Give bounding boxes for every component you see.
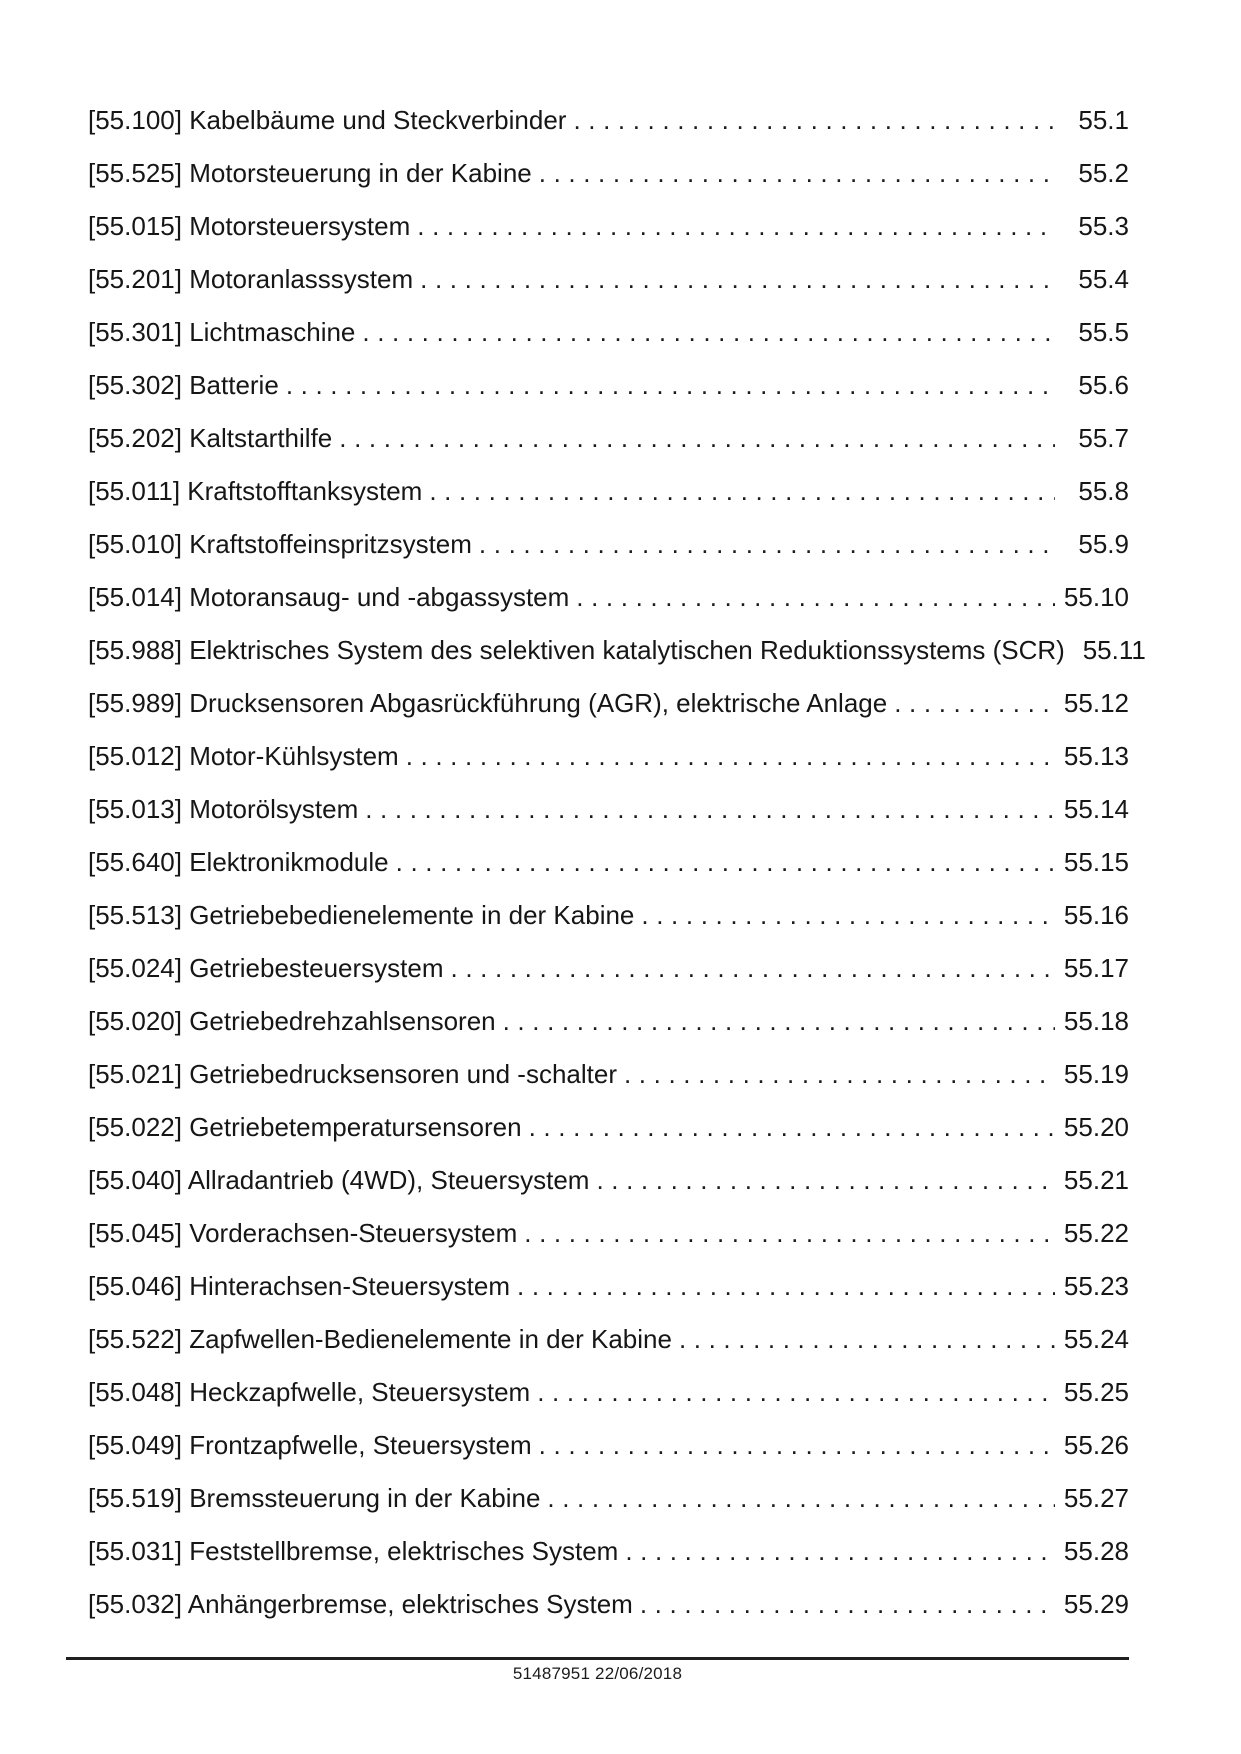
dot-leader [573, 94, 1055, 147]
toc-entry-label: [55.020] Getriebedrehzahlsensoren [88, 1006, 496, 1036]
toc-entry[interactable] [66, 253, 1129, 306]
toc-entry-page-number: 55.22 [1063, 1218, 1129, 1248]
toc-entry-label: [55.011] Kraftstofftanksystem [88, 476, 423, 506]
toc-entry-page-number: 55.5 [1078, 317, 1129, 347]
toc-entry[interactable] [66, 624, 1146, 677]
toc-entry[interactable] [66, 889, 1129, 942]
toc-entry-page-number: 55.13 [1063, 741, 1129, 771]
toc-entry[interactable] [66, 1154, 1129, 1207]
toc-entry-page-number: 55.27 [1063, 1483, 1129, 1513]
toc-entry[interactable] [66, 995, 1129, 1048]
toc-entry-page-number: 55.23 [1063, 1271, 1129, 1301]
footer-divider [66, 1657, 1129, 1660]
dot-leader [596, 1154, 1055, 1207]
toc-entry-page-number: 55.17 [1063, 953, 1129, 983]
toc-entry-page-number: 55.20 [1063, 1112, 1129, 1142]
toc-entry[interactable] [66, 412, 1129, 465]
dot-leader [339, 412, 1055, 465]
toc-entry-page-number: 55.12 [1063, 688, 1129, 718]
toc-entry-page-number: 55.15 [1063, 847, 1129, 877]
toc-entry[interactable] [66, 730, 1129, 783]
toc-entry[interactable] [66, 147, 1129, 200]
toc-entry-label: [55.046] Hinterachsen-Steuersystem [88, 1271, 510, 1301]
toc-entry[interactable] [66, 1578, 1129, 1631]
toc-entry-page-number: 55.6 [1078, 370, 1129, 400]
toc-entry-page-number: 55.1 [1078, 105, 1129, 135]
toc-entry-label: [55.040] Allradantrieb (4WD), Steuersystem [88, 1165, 590, 1195]
toc-entry-label: [55.024] Getriebesteuersystem [88, 953, 444, 983]
toc-entry-page-number: 55.2 [1078, 158, 1129, 188]
toc-entry-label: [55.988] Elektrisches System des selektiven katalytischen Reduktionssystems (SCR) [88, 635, 1065, 665]
dot-leader [624, 1048, 1055, 1101]
dot-leader [625, 1525, 1055, 1578]
dot-leader [503, 995, 1055, 1048]
toc-entry-page-number: 55.26 [1063, 1430, 1129, 1460]
toc-entry[interactable] [66, 942, 1129, 995]
toc-entry-label: [55.013] Motorölsystem [88, 794, 359, 824]
dot-leader [679, 1313, 1055, 1366]
dot-leader [365, 783, 1055, 836]
toc-entry[interactable] [66, 1101, 1129, 1154]
dot-leader [517, 1260, 1055, 1313]
toc-entry-page-number: 55.19 [1063, 1059, 1129, 1089]
toc-entry-label: [55.012] Motor-Kühlsystem [88, 741, 399, 771]
dot-leader [539, 147, 1055, 200]
toc-entry-label: [55.100] Kabelbäume und Steckverbinder [88, 105, 567, 135]
page-footer [66, 1657, 1129, 1685]
toc-entry-page-number: 55.7 [1078, 423, 1129, 453]
toc-entry[interactable] [66, 1366, 1129, 1419]
toc-entry-page-number: 55.18 [1063, 1006, 1129, 1036]
toc-entry-page-number: 55.4 [1078, 264, 1129, 294]
toc-entry[interactable] [66, 306, 1129, 359]
toc-entry-label: [55.522] Zapfwellen-Bedienelemente in der Kabine [88, 1324, 672, 1354]
toc-entry-label: [55.010] Kraftstoffeinspritzsystem [88, 529, 472, 559]
toc-entry-label: [55.525] Motorsteuerung in der Kabine [88, 158, 532, 188]
dot-leader [894, 677, 1055, 730]
toc-entry[interactable] [66, 1525, 1129, 1578]
toc-entry-page-number: 55.16 [1063, 900, 1129, 930]
dot-leader [576, 571, 1055, 624]
toc-entry[interactable] [66, 359, 1129, 412]
toc-entry-label: [55.202] Kaltstarthilfe [88, 423, 333, 453]
dot-leader [524, 1207, 1055, 1260]
dot-leader [641, 889, 1055, 942]
toc-entry[interactable] [66, 94, 1129, 147]
toc-entry-page-number: 55.3 [1078, 211, 1129, 241]
toc-entry[interactable] [66, 1260, 1129, 1313]
toc-entry[interactable] [66, 783, 1129, 836]
toc-entry-page-number: 55.28 [1063, 1536, 1129, 1566]
dot-leader [420, 253, 1055, 306]
toc-entry-label: [55.989] Drucksensoren Abgasrückführung (AGR), elektrische Anlage [88, 688, 888, 718]
toc-entry-label: [55.022] Getriebetemperatursensoren [88, 1112, 522, 1142]
toc-entry-label: [55.045] Vorderachsen-Steuersystem [88, 1218, 518, 1248]
toc-entry[interactable] [66, 465, 1129, 518]
toc-entry[interactable] [66, 1207, 1129, 1260]
toc-entry-label: [55.032] Anhängerbremse, elektrisches System [88, 1589, 633, 1619]
toc-entry-label: [55.015] Motorsteuersystem [88, 211, 411, 241]
dot-leader [539, 1419, 1055, 1472]
toc-entry-label: [55.513] Getriebebedienelemente in der Kabine [88, 900, 635, 930]
toc-entry-page-number: 55.14 [1063, 794, 1129, 824]
toc-entry-page-number: 55.9 [1078, 529, 1129, 559]
toc-entry-label: [55.201] Motoranlasssystem [88, 264, 414, 294]
toc-entry[interactable] [66, 1472, 1129, 1525]
dot-leader [286, 359, 1055, 412]
dot-leader [396, 836, 1055, 889]
dot-leader [429, 465, 1055, 518]
toc-entry[interactable] [66, 571, 1129, 624]
dot-leader [479, 518, 1055, 571]
dot-leader [362, 306, 1055, 359]
toc-entry-label: [55.014] Motoransaug- und -abgassystem [88, 582, 570, 612]
toc-entry-label: [55.048] Heckzapfwelle, Steuersystem [88, 1377, 531, 1407]
toc-entry-label: [55.519] Bremssteuerung in der Kabine [88, 1483, 541, 1513]
toc-entry-page-number: 55.10 [1063, 582, 1129, 612]
toc-entry[interactable] [66, 1313, 1129, 1366]
toc-entry-label: [55.640] Elektronikmodule [88, 847, 389, 877]
toc-entry-label: [55.031] Feststellbremse, elektrisches System [88, 1536, 619, 1566]
toc-entry-page-number: 55.25 [1063, 1377, 1129, 1407]
dot-leader [451, 942, 1055, 995]
dot-leader [640, 1578, 1055, 1631]
toc-entry-page-number: 55.24 [1063, 1324, 1129, 1354]
toc-entry-page-number: 55.29 [1063, 1589, 1129, 1619]
dot-leader [529, 1101, 1055, 1154]
toc-entry-label: [55.301] Lichtmaschine [88, 317, 356, 347]
toc-entry[interactable] [66, 677, 1129, 730]
toc-entry-page-number: 55.11 [1082, 635, 1146, 665]
toc-entry-label: [55.302] Batterie [88, 370, 279, 400]
dot-leader [417, 200, 1055, 253]
toc-entry[interactable] [66, 1048, 1129, 1101]
toc-entry[interactable] [66, 518, 1129, 571]
dot-leader [406, 730, 1055, 783]
toc-entry[interactable] [66, 836, 1129, 889]
toc-entry[interactable] [66, 200, 1129, 253]
toc-entry[interactable] [66, 1419, 1129, 1472]
toc-entry-label: [55.021] Getriebedrucksensoren und -schalter [88, 1059, 617, 1089]
dot-leader [537, 1366, 1055, 1419]
table-of-contents [66, 94, 1146, 1631]
toc-entry-label: [55.049] Frontzapfwelle, Steuersystem [88, 1430, 532, 1460]
toc-entry-page-number: 55.8 [1078, 476, 1129, 506]
dot-leader [547, 1472, 1055, 1525]
footer-reference: 51487951 22/06/2018 [512, 1664, 683, 1683]
toc-entry-page-number: 55.21 [1063, 1165, 1129, 1195]
